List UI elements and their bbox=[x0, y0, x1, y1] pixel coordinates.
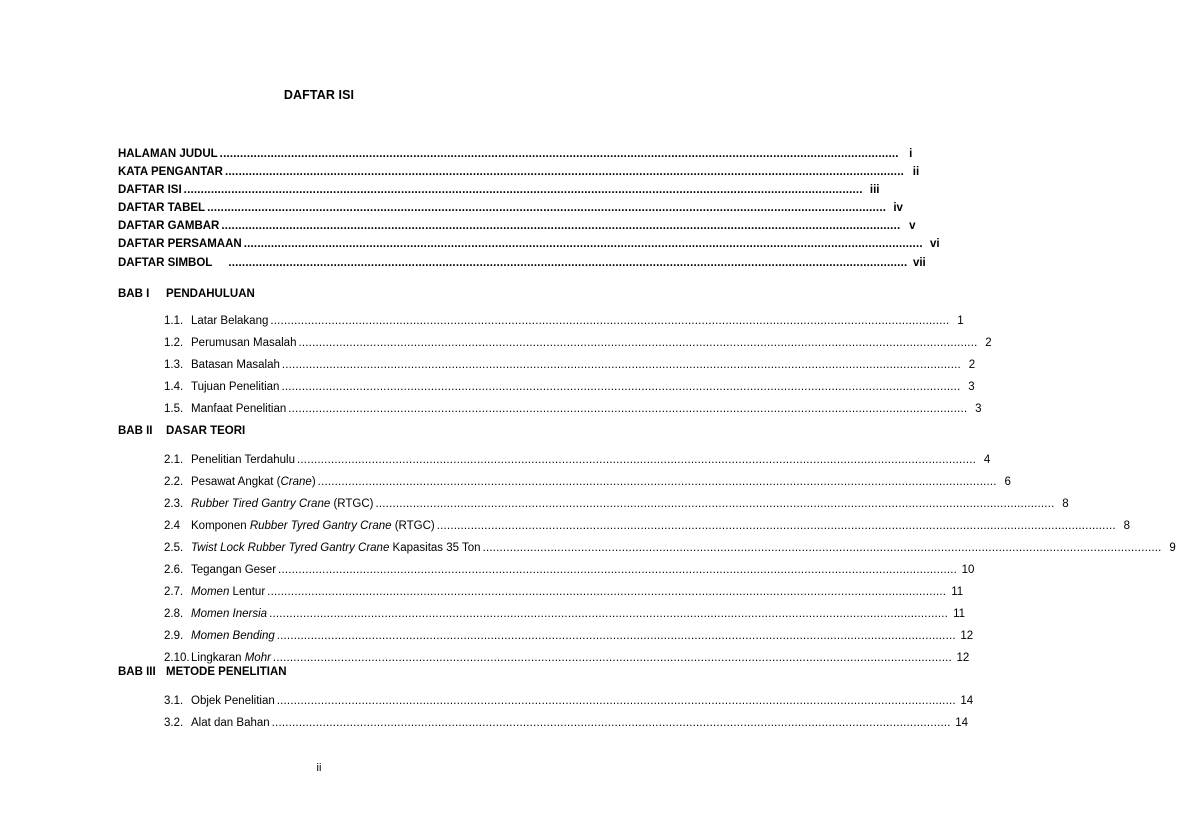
label-text: (RTGC) bbox=[391, 520, 435, 532]
toc-subentry[interactable] bbox=[164, 693, 974, 709]
toc-leader-dots: ........................................................................................................................................................................................................ bbox=[271, 717, 951, 729]
toc-subentry-page: 1 bbox=[957, 315, 964, 327]
toc-leader-dots: ........................................................................................................................................................................................................ bbox=[297, 454, 977, 466]
toc-subentry-page: 4 bbox=[983, 454, 991, 466]
toc-subentry-number: 3.2. bbox=[164, 717, 184, 729]
toc-leader-dots: ........................................................................................................................................................................................................ bbox=[288, 403, 968, 415]
toc-subentry[interactable] bbox=[164, 496, 1069, 512]
label-text: Alat dan Bahan bbox=[191, 717, 270, 729]
toc-subentry-number: 1.3. bbox=[164, 359, 184, 371]
toc-subentry-page: 8 bbox=[1123, 520, 1130, 532]
toc-subentry[interactable] bbox=[164, 357, 976, 373]
toc-leader-dots: ........................................................................................................................................................................................................ bbox=[482, 542, 1162, 554]
toc-subentry[interactable] bbox=[164, 628, 974, 644]
toc-subentry-page: 10 bbox=[961, 564, 975, 576]
label-text: Objek Penelitian bbox=[191, 695, 275, 707]
toc-leader-dots: ........................................................................................................................................................................................................ bbox=[224, 166, 904, 178]
toc-leader-dots: ........................................................................................................................................................................................................ bbox=[276, 630, 956, 642]
toc-subentry[interactable] bbox=[164, 518, 1130, 534]
toc-entry-label: DAFTAR TABEL bbox=[118, 202, 206, 214]
toc-leader-dots: ........................................................................................................................................................................................................ bbox=[281, 359, 961, 371]
toc-subentry-page: 14 bbox=[955, 717, 969, 729]
label-text: Perumusan Masalah bbox=[191, 337, 297, 349]
toc-leader-dots: ........................................................................................................................................................................................................ bbox=[281, 381, 961, 393]
toc-entry[interactable] bbox=[118, 146, 913, 162]
italic-term: Momen bbox=[191, 586, 230, 598]
toc-subentry-page: 3 bbox=[975, 403, 982, 415]
label-text: Kapasitas 35 Ton bbox=[389, 542, 481, 554]
label-text: (RTGC) bbox=[330, 498, 374, 510]
toc-entry-label: DAFTAR GAMBAR bbox=[118, 220, 220, 232]
toc-subentry-label bbox=[191, 693, 275, 709]
toc-subentry-page: 12 bbox=[960, 630, 974, 642]
label-text: ) bbox=[311, 476, 316, 488]
toc-subentry-number: 1.1. bbox=[164, 315, 184, 327]
toc-subentry-page: 6 bbox=[1004, 476, 1011, 488]
toc-subentry-page: 12 bbox=[956, 652, 970, 664]
toc-leader-dots: ........................................................................................................................................................................................................ bbox=[272, 652, 952, 664]
label-text: Pesawat Angkat ( bbox=[191, 476, 281, 488]
label-text: Tegangan Geser bbox=[191, 564, 277, 576]
toc-subentry-page: 11 bbox=[951, 586, 964, 598]
toc-subentry[interactable] bbox=[164, 606, 966, 622]
toc-subentry-number: 2.8. bbox=[164, 608, 184, 620]
toc-entry-label: HALAMAN JUDUL bbox=[118, 148, 218, 160]
toc-subentry[interactable] bbox=[164, 540, 1176, 556]
toc-subentry-label bbox=[191, 562, 276, 578]
toc-entry[interactable] bbox=[118, 182, 880, 198]
toc-entry-page: vi bbox=[929, 238, 940, 250]
toc-subentry-number: 2.4 bbox=[164, 520, 180, 532]
label-text: Latar Belakang bbox=[191, 315, 269, 327]
toc-entry-page: iv bbox=[893, 202, 903, 214]
toc-subentry[interactable] bbox=[164, 313, 964, 329]
label-text: Batasan Masalah bbox=[191, 359, 280, 371]
chapter-heading[interactable] bbox=[118, 664, 287, 680]
chapter-number: BAB II bbox=[118, 425, 153, 437]
label-text: Penelitian Terdahulu bbox=[191, 454, 296, 466]
toc-subentry-number: 2.7. bbox=[164, 586, 184, 598]
toc-subentry-page: 2 bbox=[985, 337, 992, 349]
toc-subentry-number: 2.1. bbox=[164, 454, 184, 466]
toc-leader-dots: ........................................................................................................................................................................................................ bbox=[269, 608, 949, 620]
toc-subentry[interactable] bbox=[164, 562, 975, 578]
toc-entry[interactable] bbox=[118, 164, 920, 180]
chapter-number: BAB I bbox=[118, 288, 150, 300]
toc-subentry-number: 1.2. bbox=[164, 337, 184, 349]
toc-subentry[interactable] bbox=[164, 379, 975, 395]
toc-entry-page: i bbox=[909, 148, 913, 160]
toc-subentry-label bbox=[191, 496, 373, 512]
toc-subentry-label bbox=[191, 606, 267, 622]
toc-entry-page: iii bbox=[869, 184, 880, 196]
label-text: Tujuan Penelitian bbox=[191, 381, 280, 393]
toc-subentry-label bbox=[191, 452, 295, 468]
toc-leader-dots: ........................................................................................................................................................................................................ bbox=[436, 520, 1116, 532]
toc-subentry-label bbox=[191, 379, 279, 395]
toc-subentry[interactable] bbox=[164, 584, 964, 600]
italic-term: Mohr bbox=[244, 652, 271, 664]
toc-entry-label: DAFTAR ISI bbox=[118, 184, 182, 196]
toc-leader-dots: ........................................................................................................................................................................................................ bbox=[270, 315, 950, 327]
toc-subentry-label bbox=[191, 540, 481, 556]
toc-leader-dots: ........................................................................................................................................................................................................ bbox=[219, 148, 899, 160]
toc-leader-dots: ........................................................................................................................................................................................................ bbox=[183, 184, 863, 196]
chapter-title: METODE PENELITIAN bbox=[166, 666, 287, 678]
toc-subentry-page: 14 bbox=[960, 695, 974, 707]
toc-entry-page: ii bbox=[912, 166, 920, 178]
label-text: Lentur bbox=[229, 586, 266, 598]
toc-subentry-label bbox=[191, 628, 275, 644]
italic-term: Rubber Tyred Gantry Crane bbox=[249, 520, 392, 532]
toc-entry[interactable] bbox=[118, 218, 916, 234]
toc-entry-page: vii bbox=[912, 257, 926, 269]
chapter-heading[interactable] bbox=[118, 286, 255, 302]
toc-leader-dots: ........................................................................................................................................................................................................ bbox=[243, 238, 923, 250]
toc-subentry-number: 1.5. bbox=[164, 403, 184, 415]
toc-entry-page: v bbox=[909, 220, 916, 232]
toc-entry-label: DAFTAR PERSAMAAN bbox=[118, 238, 242, 250]
chapter-heading[interactable] bbox=[118, 423, 245, 439]
label-text: Komponen bbox=[191, 520, 250, 532]
toc-subentry[interactable] bbox=[164, 401, 982, 417]
toc-subentry-label bbox=[191, 335, 296, 351]
italic-term: Rubber Tired Gantry Crane bbox=[191, 498, 331, 510]
italic-term: Twist Lock Rubber Tyred Gantry Crane bbox=[191, 542, 390, 554]
toc-subentry-page: 11 bbox=[953, 608, 966, 620]
toc-subentry-number: 2.5. bbox=[164, 542, 184, 554]
toc-subentry-page: 2 bbox=[968, 359, 976, 371]
toc-subentry-page: 9 bbox=[1169, 542, 1176, 554]
page-number-footer: ii bbox=[316, 762, 322, 774]
toc-subentry-label bbox=[191, 313, 268, 329]
toc-subentry-number: 2.9. bbox=[164, 630, 184, 642]
toc-subentry-page: 8 bbox=[1062, 498, 1069, 510]
toc-leader-dots: ........................................................................................................................................................................................................ bbox=[276, 695, 956, 707]
toc-leader-dots: ........................................................................................................................................................................................................ bbox=[221, 220, 901, 232]
toc-subentry-label bbox=[191, 518, 435, 534]
toc-subentry-label bbox=[191, 357, 280, 373]
toc-entry-label: DAFTAR SIMBOL bbox=[118, 257, 213, 269]
italic-term: Momen Inersia bbox=[191, 608, 268, 620]
toc-leader-dots: ........................................................................................................................................................................................................ bbox=[375, 498, 1055, 510]
label-text: Lingkaran bbox=[191, 652, 245, 664]
toc-subentry-number: 2.2. bbox=[164, 476, 184, 488]
toc-subentry-label bbox=[191, 584, 265, 600]
toc-leader-dots: ........................................................................................................................................................................................................ bbox=[267, 586, 947, 598]
toc-subentry-label bbox=[191, 474, 316, 490]
toc-subentry-number: 3.1. bbox=[164, 695, 184, 707]
toc-subentry[interactable] bbox=[164, 474, 1011, 490]
toc-subentry[interactable] bbox=[164, 335, 992, 351]
toc-leader-dots: ........................................................................................................................................................................................................ bbox=[228, 257, 908, 269]
label-text: Manfaat Penelitian bbox=[191, 403, 287, 415]
toc-entry-label: KATA PENGANTAR bbox=[118, 166, 223, 178]
toc-subentry[interactable] bbox=[164, 452, 991, 468]
toc-subentry-number: 2.6. bbox=[164, 564, 184, 576]
toc-subentry-number: 2.3. bbox=[164, 498, 184, 510]
italic-term: Momen Bending bbox=[191, 630, 275, 642]
toc-leader-dots: ........................................................................................................................................................................................................ bbox=[317, 476, 997, 488]
toc-entry[interactable] bbox=[118, 255, 926, 271]
toc-subentry-number: 2.10. bbox=[164, 652, 190, 664]
toc-subentry-number: 1.4. bbox=[164, 381, 184, 393]
page-title: DAFTAR ISI bbox=[283, 88, 355, 102]
italic-term: Crane bbox=[280, 476, 312, 488]
toc-leader-dots: ........................................................................................................................................................................................................ bbox=[207, 202, 887, 214]
toc-subentry-label bbox=[191, 401, 286, 417]
toc-leader-dots: ........................................................................................................................................................................................................ bbox=[298, 337, 978, 349]
toc-subentry-page: 3 bbox=[968, 381, 975, 393]
toc-entry[interactable] bbox=[118, 200, 903, 216]
chapter-title: PENDAHULUAN bbox=[166, 288, 255, 300]
chapter-number: BAB III bbox=[118, 666, 156, 678]
chapter-title: DASAR TEORI bbox=[166, 425, 246, 437]
toc-subentry[interactable] bbox=[164, 715, 969, 731]
toc-entry[interactable] bbox=[118, 236, 940, 252]
toc-leader-dots: ........................................................................................................................................................................................................ bbox=[278, 564, 958, 576]
toc-subentry-label bbox=[191, 715, 270, 731]
